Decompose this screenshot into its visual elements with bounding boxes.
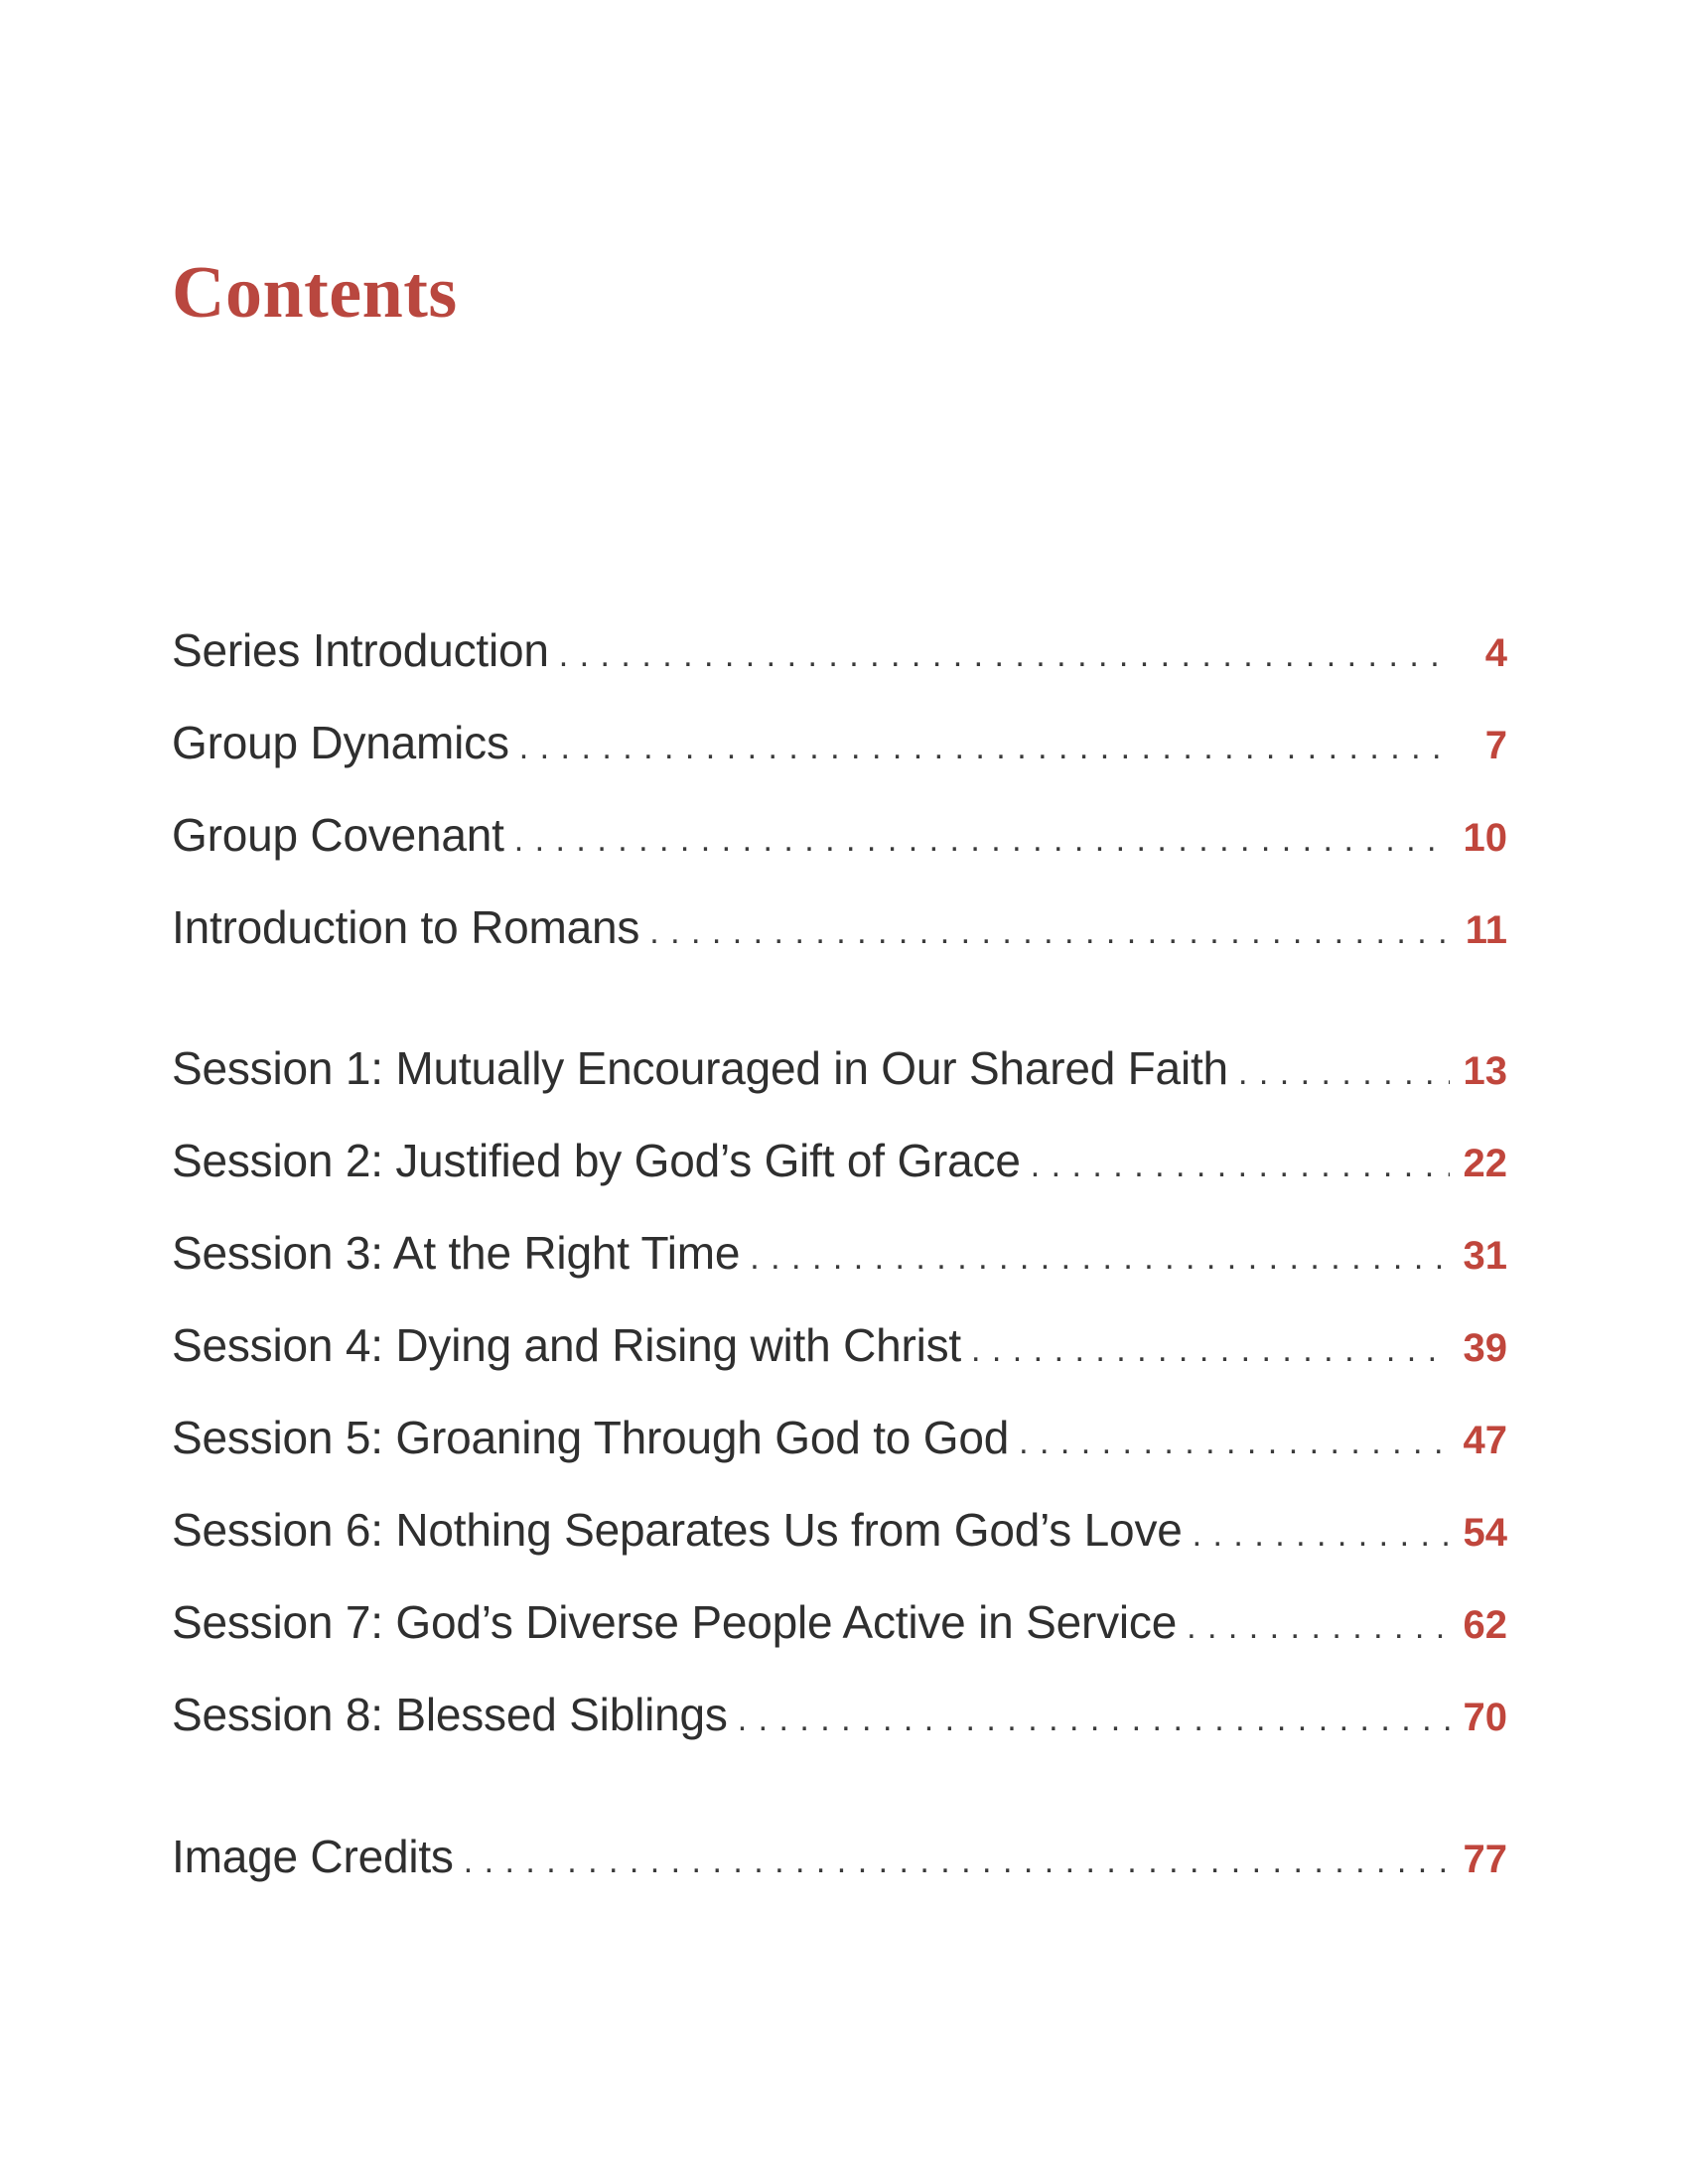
- toc-entry-label: Session 7: God’s Diverse People Active in Service: [172, 1596, 1178, 1648]
- dot-leader: [514, 823, 1450, 857]
- dot-leader: [649, 915, 1450, 949]
- toc-entry-page-number: 70: [1463, 1696, 1507, 1739]
- toc-entry-page-number: 77: [1463, 1838, 1507, 1881]
- toc-entry-session-7[interactable]: [172, 1595, 1507, 1659]
- toc-entry-label: Session 6: Nothing Separates Us from God’s Love: [172, 1504, 1183, 1556]
- toc-entry-session-3[interactable]: [172, 1226, 1507, 1290]
- dot-leader: [1031, 1149, 1450, 1182]
- toc-entry-session-2[interactable]: [172, 1134, 1507, 1197]
- toc-entry-page-number: 62: [1463, 1603, 1507, 1647]
- toc-entry-label: Group Covenant: [172, 809, 504, 861]
- toc-entry-label: Session 1: Mutually Encouraged in Our Shared Faith: [172, 1042, 1228, 1094]
- toc-entry-page-number: 54: [1463, 1511, 1507, 1555]
- toc-entry-session-5[interactable]: [172, 1411, 1507, 1474]
- toc-entry-series-introduction[interactable]: [172, 623, 1507, 687]
- toc-entry-label: Series Introduction: [172, 624, 549, 676]
- dot-leader: [1019, 1426, 1450, 1459]
- toc-entry-session-4[interactable]: [172, 1318, 1507, 1382]
- dot-leader: [559, 638, 1450, 672]
- dot-leader: [519, 731, 1450, 764]
- toc-entry-group-covenant[interactable]: [172, 808, 1507, 872]
- toc-entry-label: Session 4: Dying and Rising with Christ: [172, 1319, 961, 1371]
- toc-entry-label: Session 5: Groaning Through God to God: [172, 1412, 1010, 1463]
- dot-leader: [738, 1703, 1450, 1736]
- page-title: Contents: [172, 252, 458, 334]
- toc-entry-introduction-to-romans[interactable]: [172, 900, 1507, 964]
- toc-entry-label: Session 2: Justified by God’s Gift of Grace: [172, 1135, 1021, 1186]
- toc-entry-page-number: 31: [1463, 1234, 1507, 1278]
- table-of-contents: [172, 0, 1507, 2184]
- toc-entry-label: Image Credits: [172, 1831, 454, 1882]
- toc-entry-image-credits[interactable]: [172, 1830, 1507, 1893]
- toc-entry-session-6[interactable]: [172, 1503, 1507, 1567]
- toc-entry-page-number: 11: [1465, 908, 1507, 952]
- toc-entry-page-number: 13: [1463, 1049, 1507, 1093]
- toc-entry-label: Session 3: At the Right Time: [172, 1227, 741, 1279]
- toc-entry-page-number: 47: [1463, 1419, 1507, 1462]
- dot-leader: [1238, 1056, 1450, 1090]
- dot-leader: [1193, 1518, 1450, 1552]
- dot-leader: [464, 1844, 1450, 1878]
- toc-entry-group-dynamics[interactable]: [172, 716, 1507, 779]
- dot-leader: [750, 1241, 1450, 1275]
- toc-entry-page-number: 7: [1484, 724, 1507, 767]
- toc-entry-page-number: 39: [1463, 1326, 1507, 1370]
- toc-entry-session-1[interactable]: [172, 1041, 1507, 1105]
- toc-entry-page-number: 22: [1463, 1142, 1507, 1185]
- dot-leader: [971, 1333, 1450, 1367]
- toc-entry-session-8[interactable]: [172, 1688, 1507, 1751]
- toc-entry-page-number: 4: [1484, 631, 1507, 675]
- toc-entry-label: Introduction to Romans: [172, 901, 640, 953]
- toc-entry-label: Group Dynamics: [172, 717, 509, 768]
- dot-leader: [1187, 1610, 1450, 1644]
- toc-entry-label: Session 8: Blessed Siblings: [172, 1689, 728, 1740]
- toc-entry-page-number: 10: [1463, 816, 1507, 860]
